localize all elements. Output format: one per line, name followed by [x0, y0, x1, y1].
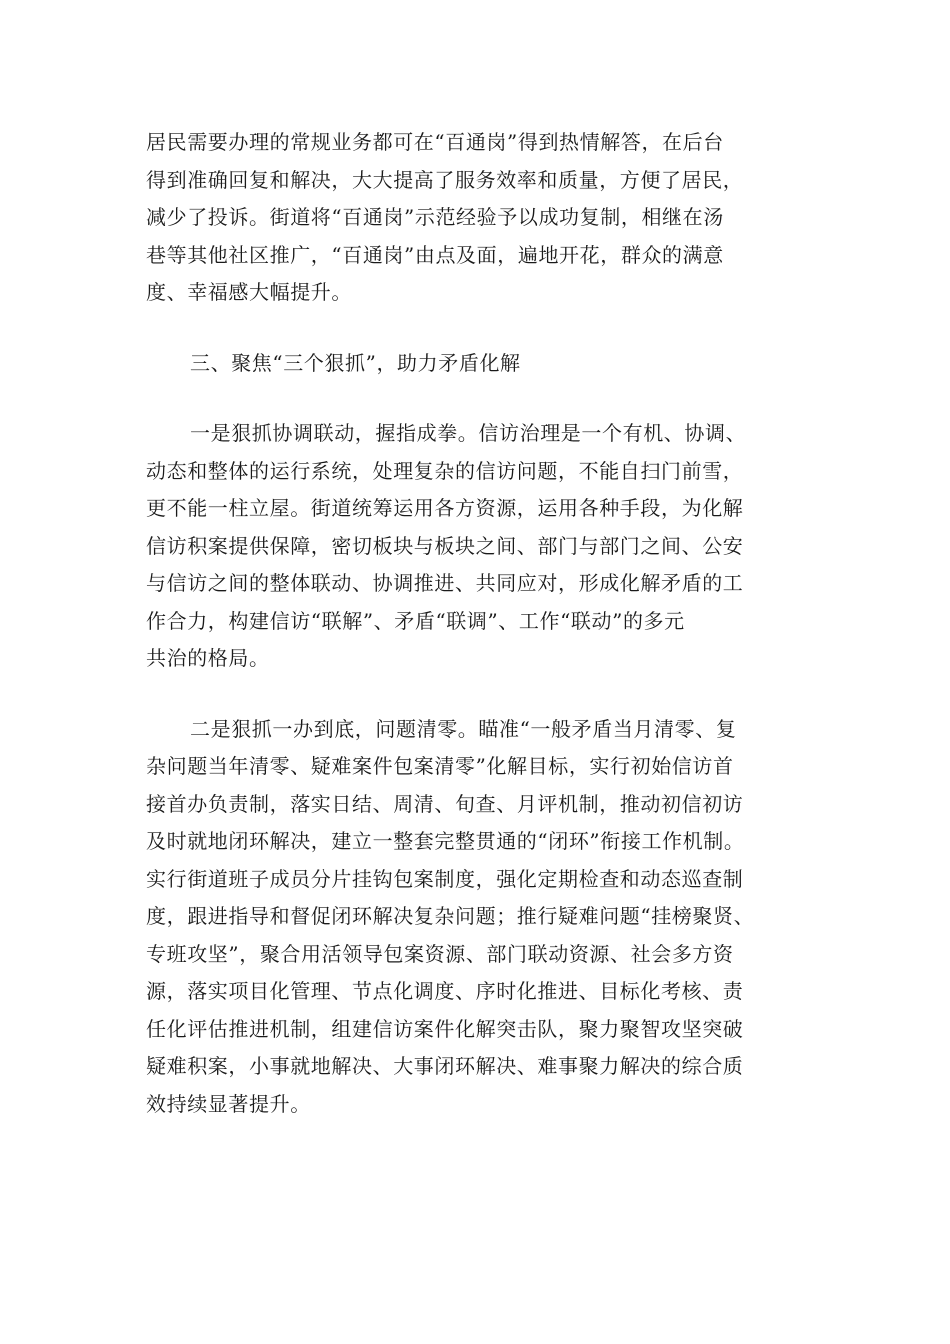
text-line: 共治的格局。	[146, 646, 270, 670]
text-line: 杂问题当年清零、疑难案件包案清零”化解目标，实行初始信访首	[146, 754, 734, 778]
text-line: 与信访之间的整体联动、协调推进、共同应对，形成化解矛盾的工	[146, 571, 744, 595]
text-line: 源，落实项目化管理、节点化调度、序时化推进、目标化考核、责	[146, 979, 744, 1003]
text-line: 二是狠抓一办到底，问题清零。瞄准“一般矛盾当月清零、复	[190, 716, 737, 741]
text-line: 得到准确回复和解决，大大提高了服务效率和质量，方便了居民，	[146, 167, 744, 192]
paragraph-problem-clearing	[146, 711, 808, 1124]
text-line: 效持续显著提升。	[146, 1091, 311, 1116]
text-line: 动态和整体的运行系统，处理复杂的信访问题，不能自扫门前雪，	[146, 458, 744, 483]
text-line: 作合力，构建信访“联解”、矛盾“联调”、工作“联动”的多元	[146, 608, 685, 633]
text-line: 任化评估推进机制，组建信访案件化解突击队，聚力聚智攻坚突破	[146, 1016, 744, 1041]
paragraph-service-hub	[146, 124, 808, 312]
text-line: 更不能一柱立屋。街道统筹运用各方资源，运用各种手段，为化解	[146, 496, 744, 520]
text-line: 巷等其他社区推广，“百通岗”由点及面，遍地开花，群众的满意	[146, 242, 724, 267]
text-line: 度，跟进指导和督促闭环解决复杂问题；推行疑难问题“挂榜聚贤、	[146, 904, 755, 928]
text-line: 及时就地闭环解决，建立一整套完整贯通的“闭环”衔接工作机制。	[146, 829, 745, 853]
text-line: 居民需要办理的常规业务都可在“百通岗”得到热情解答，在后台	[146, 130, 724, 154]
text-line: 度、幸福感大幅提升。	[146, 280, 352, 304]
text-line: 一是狠抓协调联动，握指成拳。信访治理是一个有机、协调、	[190, 421, 747, 445]
text-line: 信访积案提供保障，密切板块与板块之间、部门与部门之间、公安	[146, 533, 744, 558]
text-line: 疑难积案，小事就地解决、大事闭环解决、难事聚力解决的综合质	[146, 1054, 744, 1078]
text-line: 减少了投诉。街道将“百通岗”示范经验予以成功复制，相继在汤	[146, 205, 724, 229]
document-body	[146, 124, 808, 1156]
text-line: 专班攻坚”，聚合用活领导包案资源、部门联动资源、社会多方资	[146, 941, 734, 966]
paragraph-coordination	[146, 415, 808, 678]
section-heading	[146, 345, 808, 383]
text-line: 接首办负责制，落实日结、周清、旬查、月评机制，推动初信初访	[146, 791, 744, 816]
section-heading-text: 三、聚焦“三个狠抓”，助力矛盾化解	[190, 350, 521, 375]
text-line: 实行街道班子成员分片挂钩包案制度，强化定期检查和动态巡查制	[146, 866, 744, 891]
